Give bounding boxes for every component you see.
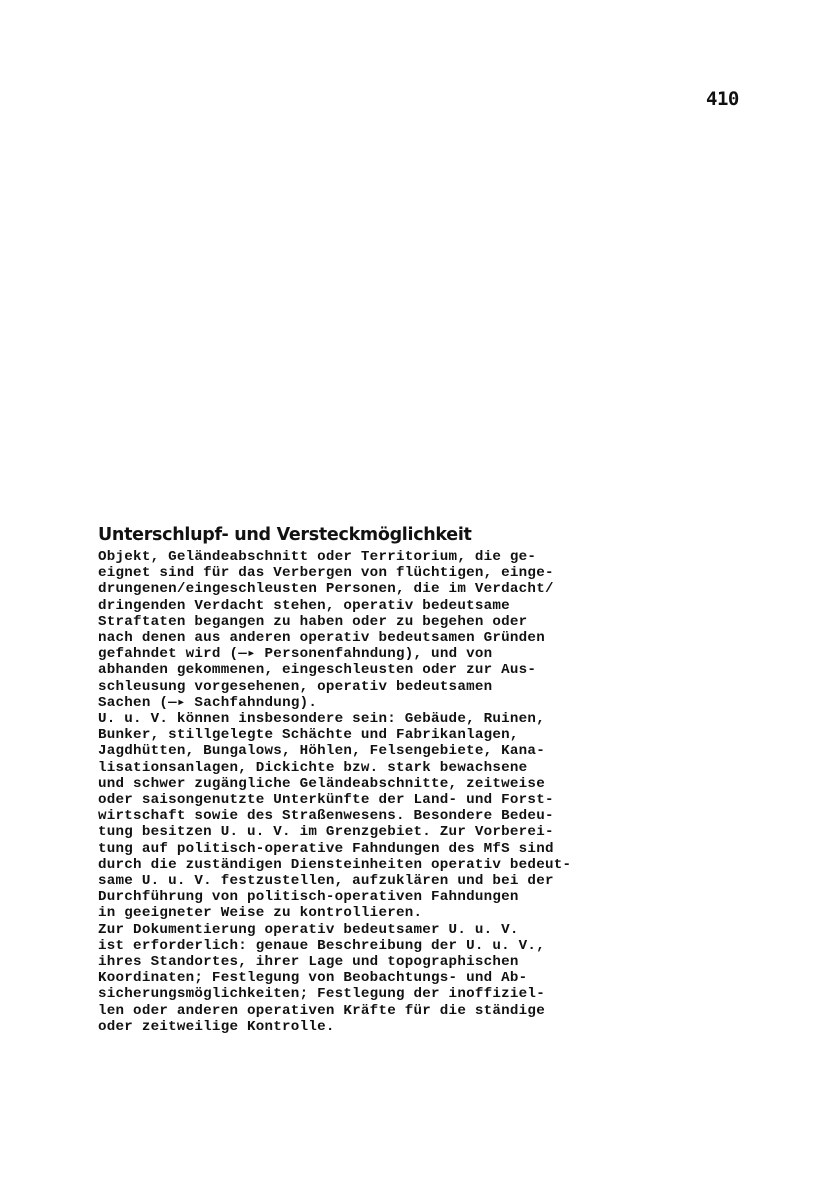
body-line: Straftaten begangen zu haben oder zu begehen oder (98, 613, 528, 630)
body-line: Sachen (—▸ Sachfahndung). (98, 694, 318, 711)
body-line: oder saisongenutzte Unterkünfte der Land- und Forst- (98, 792, 554, 809)
body-line: ist erforderlich: genaue Beschreibung der U. u. V., (98, 937, 545, 954)
body-line: tung besitzen U. u. V. im Grenzgebiet. Zur Vorberei- (98, 824, 554, 841)
body-line: lisationsanlagen, Dickichte bzw. stark bewachsene (98, 759, 528, 776)
body-line: dringenden Verdacht stehen, operativ bedeutsame (98, 597, 510, 614)
body-line: und schwer zugängliche Geländeabschnitte, zeitweise (98, 775, 545, 792)
body-line: tung auf politisch-operative Fahndungen des MfS sind (98, 840, 554, 857)
body-line: oder zeitweilige Kontrolle. (98, 1018, 335, 1035)
body-line: Bunker, stillgelegte Schächte und Fabrikanlagen, (98, 727, 519, 744)
body-line: in geeigneter Weise zu kontrollieren. (98, 905, 423, 922)
body-line: durch die zuständigen Diensteinheiten operativ bedeut- (98, 856, 572, 873)
body-line: Zur Dokumentierung operativ bedeutsamer U. u. V. (98, 921, 519, 938)
entry-title: Unterschlupf- und Versteckmöglichkeit (98, 525, 472, 545)
body-line: U. u. V. können insbesondere sein: Gebäude, Ruinen, (98, 711, 545, 728)
dictionary-entry (98, 524, 658, 1035)
body-line: drungenen/eingeschleusten Personen, die im Verdacht/ (98, 581, 554, 598)
body-line: eignet sind für das Verbergen von flüchtigen, einge- (98, 565, 554, 582)
body-line: schleusung vorgesehenen, operativ bedeutsamen (98, 678, 493, 695)
page-number: 410 (706, 88, 739, 110)
body-line: len oder anderen operativen Kräfte für die ständige (98, 1002, 545, 1019)
body-line: Koordinaten; Festlegung von Beobachtungs- und Ab- (98, 970, 528, 987)
body-line: same U. u. V. festzustellen, aufzuklären und bei der (98, 873, 554, 890)
body-line: gefahndet wird (—▸ Personenfahndung), und von (98, 646, 493, 663)
body-line: wirtschaft sowie des Straßenwesens. Besondere Bedeu- (98, 808, 554, 825)
entry-body (98, 549, 658, 1035)
body-line: Jagdhütten, Bungalows, Höhlen, Felsengebiete, Kana- (98, 743, 545, 760)
body-line: abhanden gekommenen, eingeschleusten oder zur Aus- (98, 662, 537, 679)
body-line: nach denen aus anderen operativ bedeutsamen Gründen (98, 630, 545, 647)
body-line: sicherungsmöglichkeiten; Festlegung der inoffiziel- (98, 986, 545, 1003)
body-line: Objekt, Geländeabschnitt oder Territorium, die ge- (98, 549, 537, 565)
body-line: ihres Standortes, ihrer Lage und topographischen (98, 954, 519, 971)
body-line: Durchführung von politisch-operativen Fahndungen (98, 889, 519, 906)
